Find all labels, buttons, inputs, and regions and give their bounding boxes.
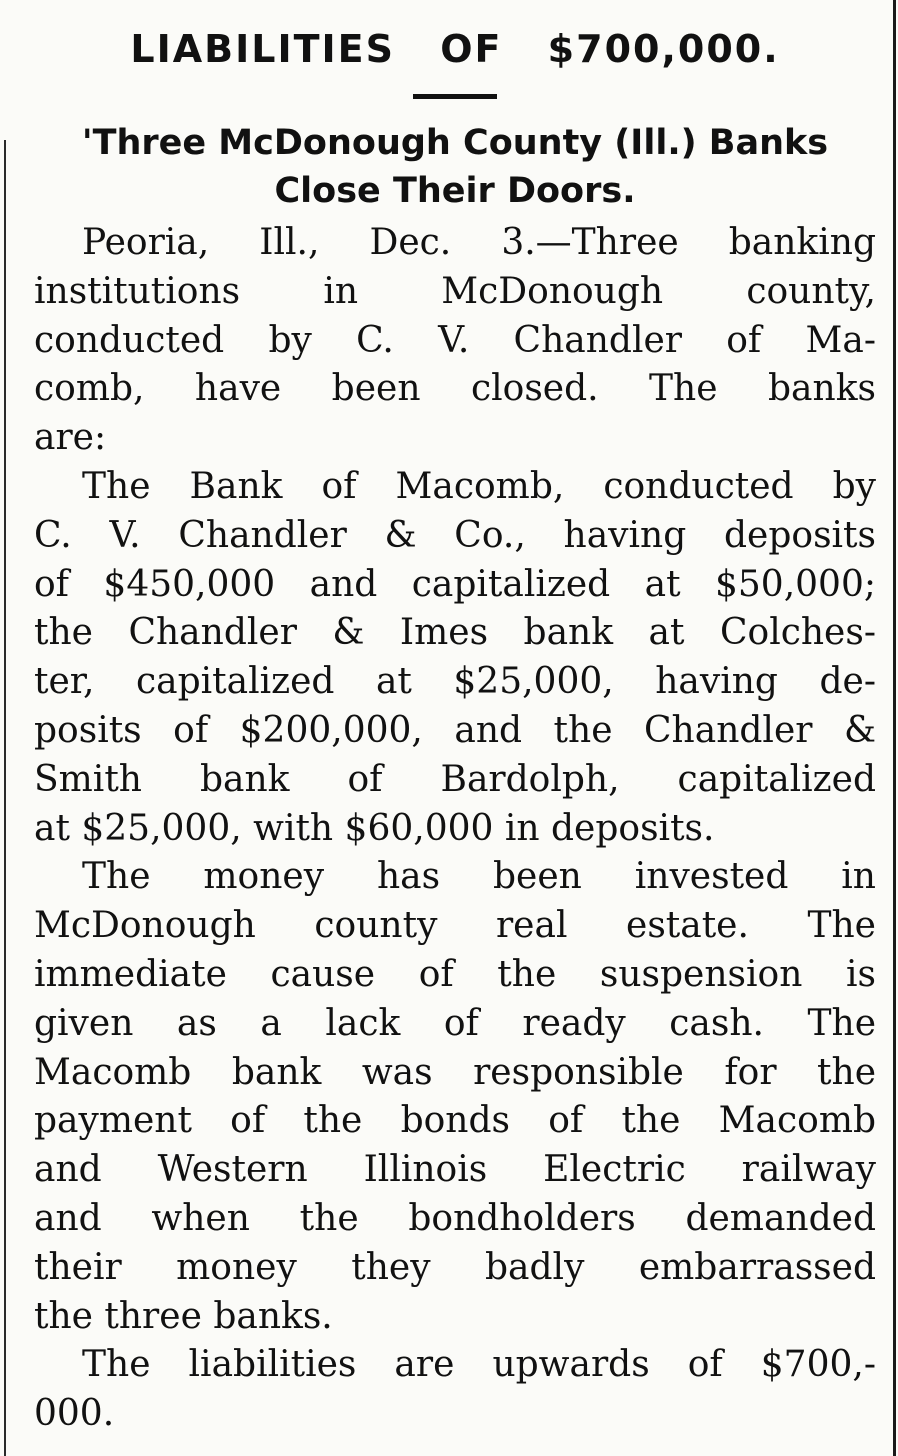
text-line: Smith bank of Bardolph, capitalized — [34, 758, 876, 800]
text-line: given as a lack of ready cash. The — [34, 1002, 876, 1044]
text-line: Peoria, Ill., Dec. 3.—Three banking — [82, 222, 876, 263]
text-line: are: — [34, 417, 107, 459]
text-line: The money has been invested in — [82, 856, 876, 898]
text-line: The Bank of Macomb, conducted by — [82, 465, 876, 507]
headline-divider — [413, 94, 497, 99]
paragraph-4 — [34, 1341, 876, 1439]
column-rule-right — [893, 0, 896, 1456]
text-line: C. V. Chandler & Co., having deposits — [34, 514, 876, 556]
text-line: comb, have been closed. The banks — [34, 368, 876, 410]
text-line: and Western Illinois Electric railway — [34, 1149, 876, 1191]
text-line: immediate cause of the suspension is — [34, 953, 876, 995]
subheadline — [34, 119, 876, 215]
paragraph-3 — [34, 853, 876, 1341]
text-line: 000. — [34, 1393, 115, 1435]
text-line: posits of $200,000, and the Chandler & — [34, 709, 876, 751]
subheadline-line: 'Three McDonough County (Ill.) Banks — [81, 123, 829, 163]
text-line: their money they badly embarrassed — [34, 1246, 876, 1288]
text-line: institutions in McDonough county, — [34, 270, 876, 312]
text-line: payment of the bonds of the Macomb — [34, 1100, 876, 1142]
paragraph-1 — [34, 219, 876, 463]
text-line: Macomb bank was responsible for the — [34, 1051, 876, 1093]
article-body — [34, 219, 876, 1439]
text-line: McDonough county real estate. The — [34, 905, 876, 947]
paragraph-2 — [34, 463, 876, 853]
text-line: at $25,000, with $60,000 in deposits. — [34, 807, 715, 849]
column-rule-left — [4, 140, 6, 1456]
text-line: and when the bondholders demanded — [34, 1197, 876, 1239]
article — [34, 24, 876, 1439]
text-line: of $450,000 and capitalized at $50,000; — [34, 563, 876, 605]
text-line: The liabilities are upwards of $700,- — [82, 1344, 876, 1386]
text-line: the three banks. — [34, 1295, 333, 1337]
text-line: ter, capitalized at $25,000, having de- — [34, 661, 876, 703]
text-line: the Chandler & Imes bank at Colches- — [34, 612, 876, 654]
headline: LIABILITIES OF $700,000. — [130, 27, 780, 71]
subheadline-line: Close Their Doors. — [274, 171, 636, 211]
text-line: conducted by C. V. Chandler of Ma- — [34, 319, 876, 361]
